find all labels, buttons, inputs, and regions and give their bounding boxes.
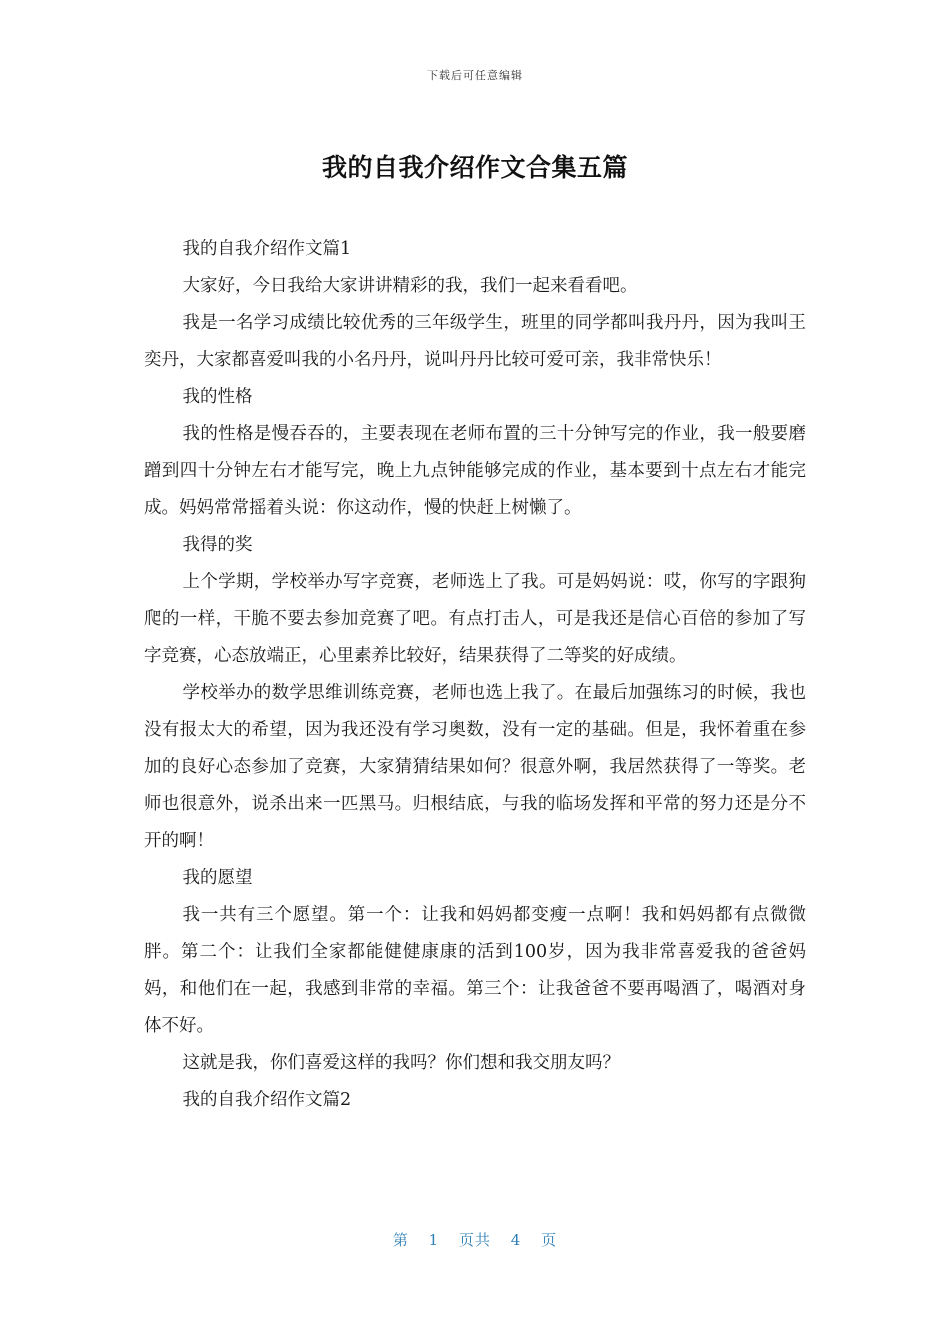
body-paragraph: 大家好，今日我给大家讲讲精彩的我，我们一起来看看吧。: [182, 276, 638, 296]
body-paragraph: 学校举办的数学思维训练竞赛，老师也选上我了。在最后加强练习的时候，我也没有报太大的希望，因为我还没有学习奥数，没有一定的基础。但是，我怀着重在参加的良好心态参加了竞赛，大家猜猜结果如何？很意外啊，我居然获得了一等奖。老师也很意外，说杀出来一匹黑马。归根结底，与我的临场发挥和平常的努力还是分不开的啊！: [144, 683, 806, 851]
section-heading: 我的自我介绍作文篇1: [182, 239, 352, 259]
section-heading: 我得的奖: [182, 535, 253, 555]
body-paragraph: 我的性格是慢吞吞的，主要表现在老师布置的三十分钟写完的作业，我一般要磨蹭到四十分钟左右才能写完，晚上九点钟能够完成的作业，基本要到十点左右才能完成。妈妈常常摇着头说：你这动作，慢的快赶上树懒了。: [144, 424, 806, 518]
body-paragraph: 上个学期，学校举办写字竞赛，老师选上了我。可是妈妈说：哎，你写的字跟狗爬的一样，干脆不要去参加竞赛了吧。有点打击人，可是我还是信心百倍的参加了写字竞赛，心态放端正，心里素养比较好，结果获得了二等奖的好成绩。: [144, 572, 806, 666]
document-body: [144, 231, 806, 1119]
page-number-footer: 第 1 页共 4 页: [392, 1231, 558, 1249]
document-title: 我的自我介绍作文合集五篇: [321, 153, 628, 182]
body-paragraph: 这就是我，你们喜爱这样的我吗？你们想和我交朋友吗？: [182, 1053, 620, 1073]
body-paragraph: 我是一名学习成绩比较优秀的三年级学生，班里的同学都叫我丹丹，因为我叫王奕丹，大家都喜爱叫我的小名丹丹，说叫丹丹比较可爱可亲，我非常快乐！: [144, 313, 806, 370]
section-heading: 我的自我介绍作文篇2: [182, 1090, 352, 1110]
page-header-note: 下载后可任意编辑: [427, 69, 523, 82]
body-paragraph: 我一共有三个愿望。第一个：让我和妈妈都变瘦一点啊！我和妈妈都有点微微胖。第二个：让我们全家都能健健康康的活到100岁，因为我非常喜爱我的爸爸妈妈，和他们在一起，我感到非常的幸福。第三个：让我爸爸不要再喝酒了，喝酒对身体不好。: [144, 905, 806, 1036]
section-heading: 我的愿望: [182, 868, 253, 888]
section-heading: 我的性格: [182, 387, 253, 407]
